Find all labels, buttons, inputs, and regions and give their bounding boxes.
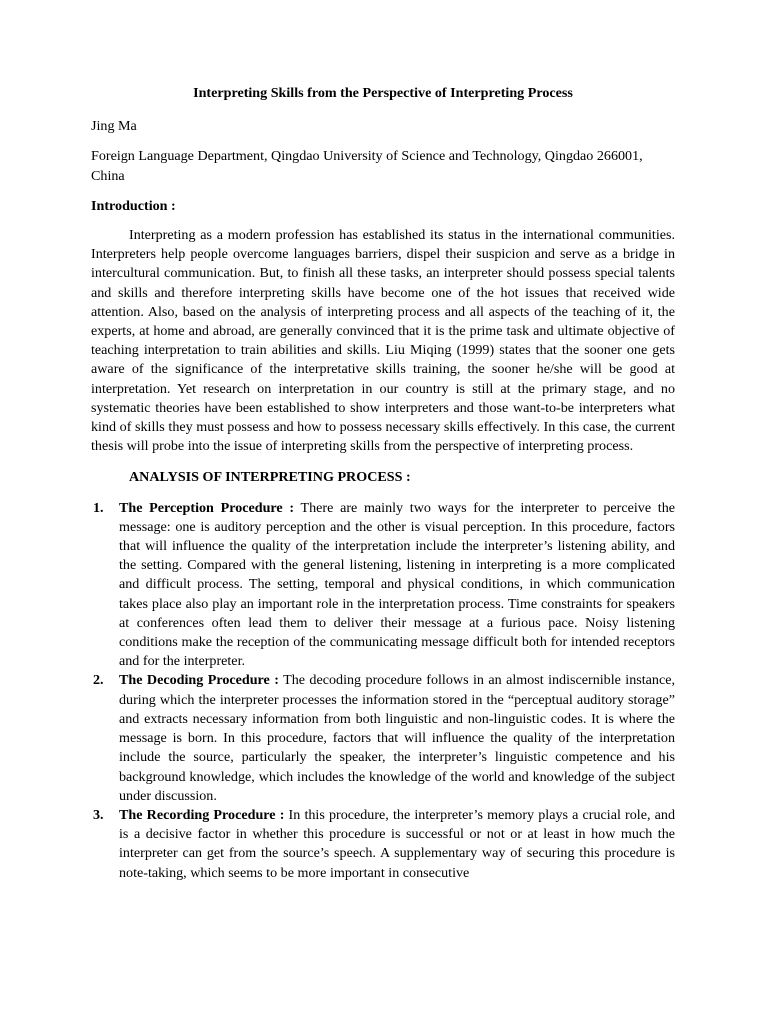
document-page: [91, 84, 675, 883]
list-item-title: The Recording Procedure :: [119, 806, 285, 823]
list-item: [91, 671, 675, 805]
author-affiliation: Foreign Language Department, Qingdao University of Science and Technology, Qingdao 266001, China: [91, 148, 643, 184]
procedure-list: [91, 499, 675, 883]
list-item-title: The Perception Procedure :: [119, 499, 295, 516]
author-name: Jing Ma: [91, 118, 137, 135]
list-item-text: In this procedure, the interpreter’s memory plays a crucial role, and is a decisive factor in whether this procedure is successful or not or at least in how much the interpreter can get from the source’s speech. A supplementary way of securing this procedure is note-taking, which seems to be more important in consecutive: [119, 806, 675, 881]
list-item-number: 2.: [93, 672, 104, 689]
list-item-number: 1.: [93, 499, 104, 516]
introduction-paragraph: Interpreting as a modern profession has established its status in the international communities. Interpreters help people overcome languages barriers, dispel their suspicion and serve as a bridge in intercultural communication. But, to finish all these tasks, an interpreter should possess special talents and skills and therefore interpreting skills have become one of the hot issues that received wide attention. Also, based on the analysis of interpreting process and all aspects of the teaching of it, the experts, at home and abroad, are generally convinced that it is the prime task and ultimate objective of teaching interpretation to train abilities and skills. Liu Miqing (1999) states that the sooner one gets aware of the significance of the interpretative skills training, the sooner he/she will be good at interpretation. Yet research on interpretation in our country is still at the primary stage, and no systematic theories have been established to show interpreters and those want-to-be interpreters what kind of skills they must possess and how to possess necessary skills effectively. In this case, the current thesis will probe into the issue of interpreting skills from the perspective of interpreting process.: [91, 227, 675, 455]
list-item-text: There are mainly two ways for the interpreter to perceive the message: one is auditory perception and the other is visual perception. In this procedure, factors that will influence the quality of the interpretation include the interpreter’s listening ability, and the setting. Compared with the general listening, listening in interpreting is a more complicated and difficult process. The setting, temporal and physical conditions, in which communication takes place also play an important role in the interpretation process. Time constraints for speakers at conferences often lead them to deliver their message at a furious pace. Noisy listening conditions make the reception of the communicating message difficult both for intended receptors and for the interpreter.: [119, 499, 675, 670]
document-title: Interpreting Skills from the Perspective of Interpreting Process: [193, 85, 573, 101]
analysis-heading: ANALYSIS OF INTERPRETING PROCESS :: [129, 469, 411, 486]
introduction-heading: Introduction :: [91, 197, 176, 214]
list-item-number: 3.: [93, 806, 104, 823]
list-item-text: The decoding procedure follows in an almost indiscernible instance, during which the interpreter processes the information stored in the “perceptual auditory storage” and extracts necessary information from both linguistic and non-linguistic codes. It is where the message is born. In this procedure, factors that will influence the quality of the interpretation include the source, particularly the speaker, the interpreter’s linguistic competence and his background knowledge, which includes the knowledge of the world and knowledge of the subject under discussion.: [119, 672, 676, 804]
list-item-title: The Decoding Procedure :: [119, 672, 279, 689]
list-item: [91, 806, 675, 883]
list-item: [91, 499, 675, 672]
